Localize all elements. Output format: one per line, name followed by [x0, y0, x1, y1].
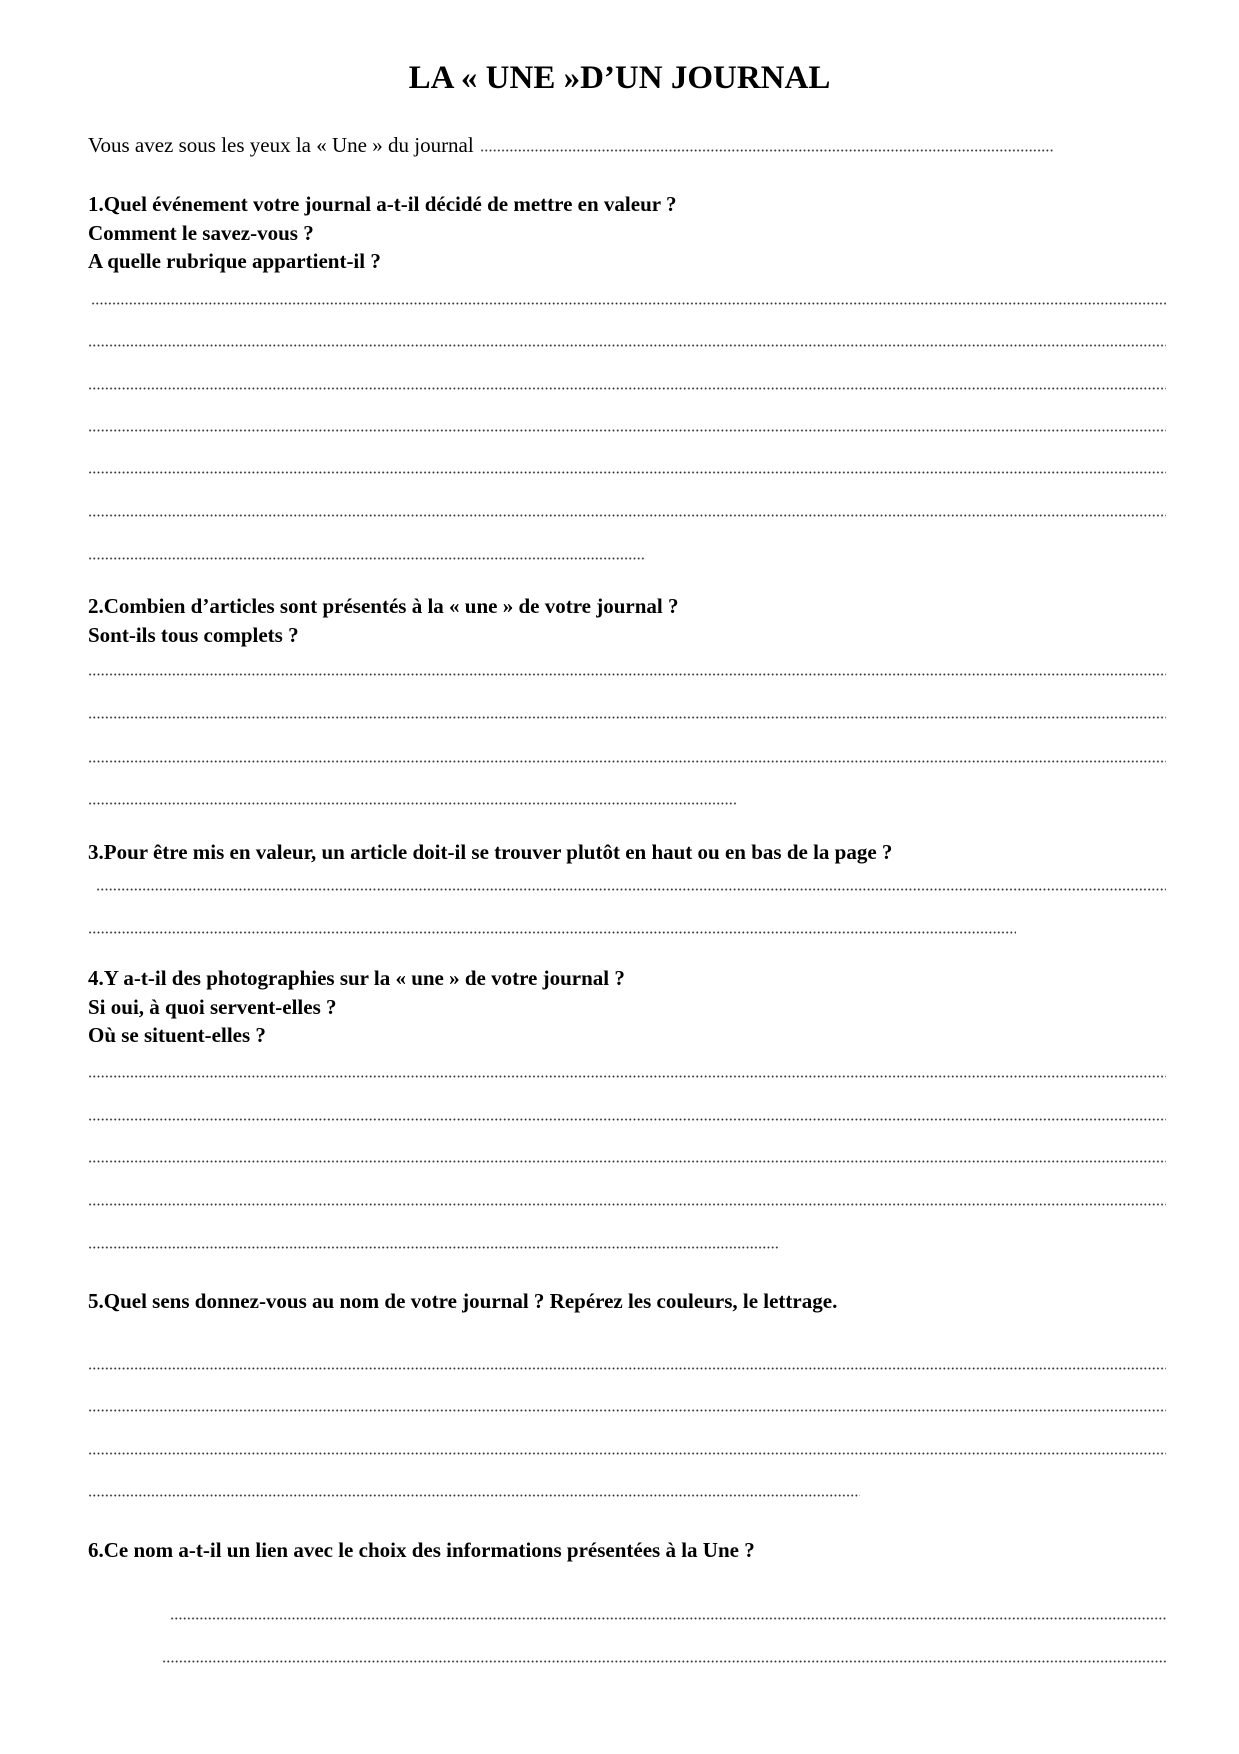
- question-4-line-3: Où se situent-elles ?: [88, 1023, 266, 1047]
- question-1-line-3: A quelle rubrique appartient-il ?: [88, 249, 381, 273]
- answer-line[interactable]: [96, 888, 1166, 891]
- question-3: [88, 838, 892, 867]
- answer-line[interactable]: [88, 1452, 1166, 1455]
- answer-line[interactable]: [88, 1203, 1166, 1206]
- question-4: [88, 964, 625, 1050]
- question-3-line-1: 3.Pour être mis en valeur, un article doit-il se trouver plutôt en haut ou en bas de la page ?: [88, 840, 893, 864]
- page-title: LA « UNE »D’UN JOURNAL: [408, 60, 831, 96]
- question-2: [88, 592, 679, 649]
- journal-name-blank[interactable]: [480, 149, 1054, 152]
- answer-line[interactable]: [88, 387, 1166, 390]
- question-5-line-1: 5.Quel sens donnez-vous au nom de votre journal ? Repérez les couleurs, le lettrage.: [88, 1289, 838, 1313]
- answer-line[interactable]: [88, 1075, 1166, 1078]
- answer-line[interactable]: [88, 344, 1166, 347]
- question-4-line-1: 4.Y a-t-il des photographies sur la « une » de votre journal ?: [88, 966, 625, 990]
- question-6: [88, 1536, 755, 1565]
- answer-line[interactable]: [91, 302, 1166, 305]
- answer-line[interactable]: [88, 429, 1166, 432]
- question-1-line-2: Comment le savez-vous ?: [88, 220, 314, 245]
- question-6-line-1: 6.Ce nom a-t-il un lien avec le choix des informations présentées à la Une ?: [88, 1538, 755, 1562]
- question-1-line-1: 1.Quel événement votre journal a-t-il décidé de mettre en valeur ?: [88, 192, 677, 216]
- answer-line[interactable]: [88, 1367, 1166, 1370]
- question-1: [88, 190, 676, 276]
- question-2-line-1: 2.Combien d’articles sont présentés à la « une » de votre journal ?: [88, 594, 679, 618]
- answer-line[interactable]: [88, 760, 1166, 763]
- answer-line[interactable]: [88, 716, 1166, 719]
- answer-line[interactable]: [170, 1617, 1166, 1620]
- answer-line[interactable]: [88, 1409, 1166, 1412]
- answer-line[interactable]: [88, 557, 646, 560]
- answer-line[interactable]: [88, 1118, 1166, 1121]
- question-5: [88, 1287, 837, 1316]
- answer-line[interactable]: [88, 673, 1166, 676]
- answer-line[interactable]: [88, 471, 1166, 474]
- intro-line: [88, 131, 1054, 159]
- answer-line[interactable]: [162, 1660, 1166, 1663]
- answer-line[interactable]: [88, 514, 1166, 517]
- question-2-line-2: Sont-ils tous complets ?: [88, 622, 299, 647]
- intro-text: Vous avez sous les yeux la « Une » du journal: [88, 133, 474, 157]
- answer-line[interactable]: [88, 931, 1016, 934]
- question-4-line-2: Si oui, à quoi servent-elles ?: [88, 994, 337, 1019]
- answer-line[interactable]: [88, 1160, 1166, 1163]
- answer-line[interactable]: [88, 1246, 780, 1249]
- answer-line[interactable]: [88, 1494, 860, 1497]
- answer-line[interactable]: [88, 802, 736, 805]
